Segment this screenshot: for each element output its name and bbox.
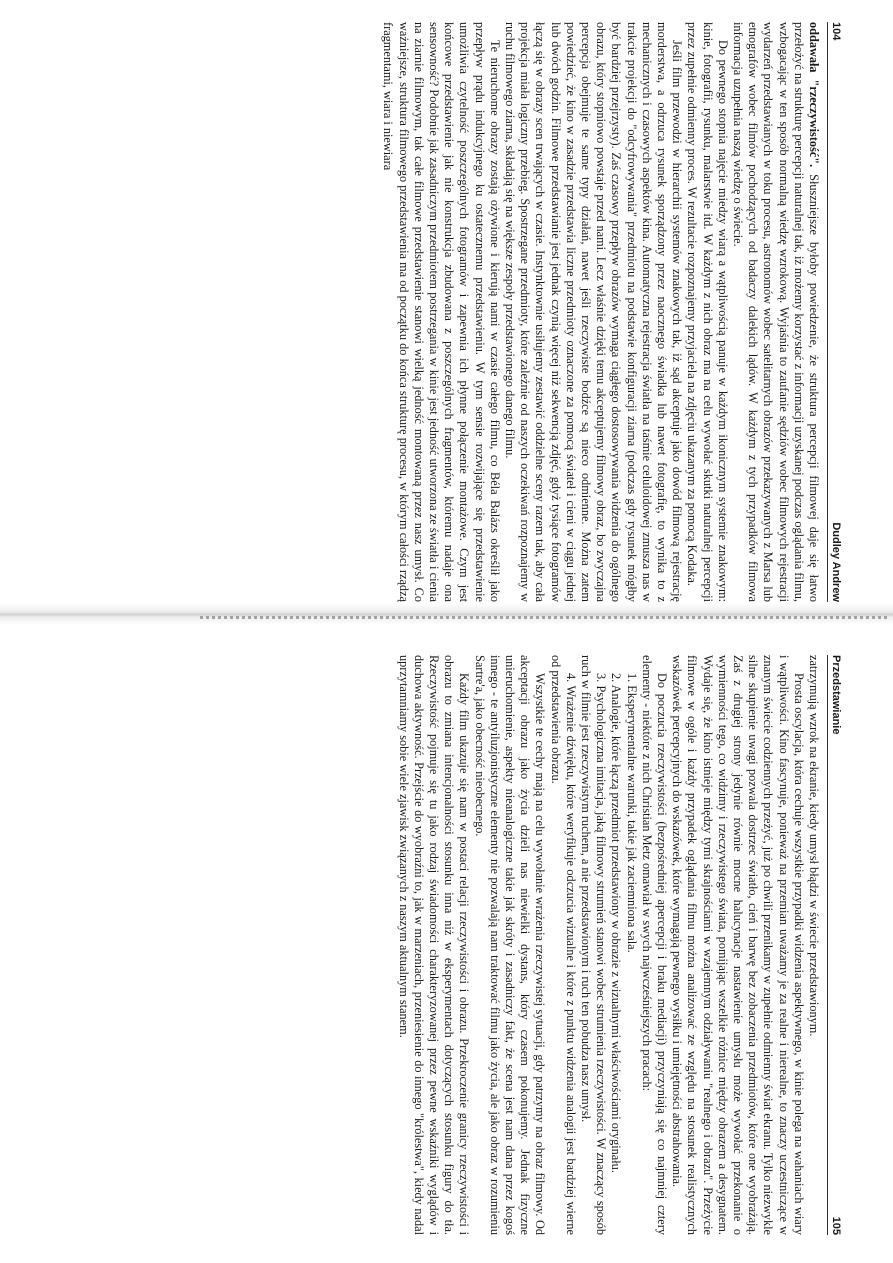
list-item: 3. Psychologiczna imitacja, jaką filmowy strumień stanowi wobec strumienia rzeczywistości. W znaczący sposób ruch w filmie jest rzeczywistym ruchem, a nie przedstawionym i ruch ten pobudza nasz umysł. xyxy=(578,655,609,1235)
page-body-text xyxy=(395,655,821,1235)
list-item: 2. Analogie, które łączą przedmiot przedstawiony w obrazie z wizualnymi właściwościami oryginału. xyxy=(609,673,624,1173)
paragraph: Prosta oscylacja, która cechuje wszystkie przypadki widzenia aspektywnego, w kinie polega na wahaniach wiary i wątpliwości. Kino fascynuje, ponieważ na przemian uważamy je za realne i nierealne, to znaczy uczestniczące w znanym świecie codziennych przeżyć, już po chwili przenikamy w zupełnie odmienny świat ekranu. Tylko niezwykle silne skupienie uwagi pozwala dostrzec światło, cień i barwę bez zobaczenia przedmiotów, które one wyobrażają. Zaś z drugiej strony jedynie równie mocne halucynacje nastawienie umysłu może wywołać przekonanie o wymienności tego, co widzimy i rzeczywistego świata, pomijając wszelkie różnice między obrazem a desygnatem. Wydaje się, że kino istnieje między tymi skrajnościami w wzajemnym odziaływaniu "realnego i obrazu". Przeżycie filmowe w ogóle i każdy przypadek oglądania filmu można analizować ze względu na stosunek realistycznych wskazówek percepcyjnych do wskazówek, które wymagają pewnego wysiłku i umiejętności abstrahowania. xyxy=(670,655,806,1235)
left-book-page xyxy=(42,22,842,602)
lead-paragraph xyxy=(730,22,821,602)
paragraph: Do poczucia rzeczywistości (bezpośredniej apercepcji i braku mediacji) przyczyniają się co najmniej cztery elementy - niektóre z nich Christian Metz omawiał w swych najwcześniejszych pracach: xyxy=(639,655,669,1235)
page-number: 104 xyxy=(830,22,842,41)
gutter-scan-artifact xyxy=(200,616,890,619)
running-head-chapter: Przedstawianie xyxy=(830,655,842,735)
page-number: 105 xyxy=(830,1216,842,1235)
page-body-text xyxy=(380,22,821,602)
list-item: 1. Eksperymentalne warunki, takie jak zaciemniona sala. xyxy=(624,673,639,953)
book-gutter xyxy=(0,603,893,625)
right-book-page xyxy=(42,655,842,1235)
paragraph: Do pewnego stopnia najęcie miedzy wiarą a wątpliwością panuje w każdym ikonicznym systemie znakowym: kinie, fotografii, rysunku, malarstwie itd. W każdym z nich obraz ma na celu wywołać skutki naturalnej percepcji przez zupełnie odmienny proces. W rezultacie rozpoznajemy przyjaciela na zdjęciu ukazanym za pomocą Kodaka. xyxy=(685,22,730,602)
lead-paragraph: zatrzymują wzrok na ekranie, kiedy umysł błądzi w świecie przedstawionym. xyxy=(807,655,821,1037)
running-header xyxy=(827,22,842,602)
paragraph: Te nieruchome obrazy zostają ożywione i kierują nami w czasie całego filmu, co Béla Balázs określił jako przepływ prądu indukcyjnego ku ostatecznemu przedstawieniu. W tym sensie rozwijające się przedstawienie umożliwia czytelność poszczególnych fotogramów i zapewnia ich płynne połączenie montażowe. Czym jest końcowe przedstawienie jak nie konstrukcja zbudowana z poszczególnych fragmentów, któremu nadaje ona sensowność? Podobnie jak zasadniczym przedmiotem postrzegania w kinie jest jedność utworzona ze światła i cienia na ziarnie filmowym, tak całe filmowe przedstawienie stanowi wielką jedność montowaną przez nasz umysł. Co ważniejsze, struktura filmowego przedstawienia ma od początku do końca strukturę procesu, w którym całości rządzą fragmentami, wiara i niewiara xyxy=(381,22,502,602)
paragraph: Każdy film ukazuje się nam w postaci relacji rzeczywistości i obrazu. Przekroczenie granicy rzeczywistości i obrazu to zmiana intencjonalności stosunku inna niż w eksperymentach dotyczących stosunku figury do tła. Rzeczywistość pojmuje się tu jako rodzaj świadomości charakteryzowanej przez pewne wskaźniki wyglądów i duchowa aktywność. Przejście do wyobraźni to, jak w marzeniach, przeniesienie do innego "królestwa", kiedy nadal uprzytamniamy sobie wiele zjawisk związanych z naszym aktualnym stanem. xyxy=(396,655,472,1235)
running-head-author: Dudley Andrew xyxy=(830,522,842,602)
paragraph: Wszystkie te cechy mają na celu wywołanie wrażenia rzeczywistej sytuacji, gdy patrzymy na obraz filmowy. Od akceptacji obrazu jako życia dzieli nas niewielki dystans, który czasem pokonujemy. Jednak fizyczne unieruchomienie, aspekty nieanalogiczne takie jak skróty i zasadniczy fakt, że scena jest nam dana przez kogoś innego - te antyiluzjonistyczne elementy nie pozwalają nam traktować filmu jako życia, ale jako obraz w rozumieniu Sartre'a, jako obecność nieobecnego. xyxy=(472,655,548,1235)
running-header xyxy=(827,655,842,1235)
paragraph: Jeśli film przewodzi w hierarchii systemów znakowych tak, iż sąd akceptuje jako dowód filmową rejestrację morderstwa, a odrzuca rysunek sporządzony przez naocznego świadka lub nawet fotografię, to wynika to z mechanicznych i czasowych aspektów kina. Automatyczna rejestracja światła na taśmie celuloidowej zmusza nas w trakcie projekcji do "odcyfrowywania" przedmiotu na podstawie konfiguracji ziarna (podczas gdy rysunek mógłby być bardziej przejrzysty). Zaś czasowy przepływ obrazów wymaga ciągłego dostosowywania widzenia do ogólnego obrazu, który stopniowo powstaje przed nami. Lecz właśnie dzięki temu akceptujemy filmowy obraz, bo zwyczajna percepcja obejmuje te same typy działań, nawet jeśli rzeczywiste bodźce są nieco odmienne. Można zatem powiedzieć, że kino w zasadzie przedstawia liczne przedmioty oznaczone za pomocą świateł i cieni w ciągu jednej lub dwóch godzin. Filmowe przedstawianie jest jednak czynią więcej niż sekwencją zdjęć, gdyż tysiące fotogramów łączą się w obrazy scen trwających w czasie. Instynktownie usiłujemy zestawić oddzielne sceny razem tak, aby cała projekcja miała logiczny przebieg. Spostrzegane przedmioty, które zależnie od naszych oczekiwań rozpoznajemy w ruchu filmowego ziarna, składają się na większe zespoły przedstawionego danego filmu. xyxy=(502,22,685,602)
list-item: 4. Wrażenie dźwięku, które weryfikuje odczucia wizualne i które z punktu widzenia analogii jest bardziej wierne od przedstawienia obrazu. xyxy=(548,655,578,1235)
lead-text: Słuszniejsze byłoby powiedzenie, że struktura percepcji filmowej daje się łatwo przełożyć na strukturę percepcji naturalnej tak, iż możemy korzystać z informacji uzyskanej podczas oglądania filmu, wzbogacając w ten sposób normalną wiedzę wzrokową. Wyjaśnia to zaufanie sędziów wobec filmowych rejestracji wydarzeń przedstawianych w toku procesu, astronomów wobec satelitarnych obrazów przekazywanych z Marsa lub etnografów wobec filmów pochodzących od badaczy dalekich lądów. W każdym z tych przypadków filmowa informacja uzupełnia naszą wiedzę o świecie. xyxy=(730,22,821,602)
lead-bold-text: oddawała "rzeczywistość". xyxy=(807,22,821,168)
